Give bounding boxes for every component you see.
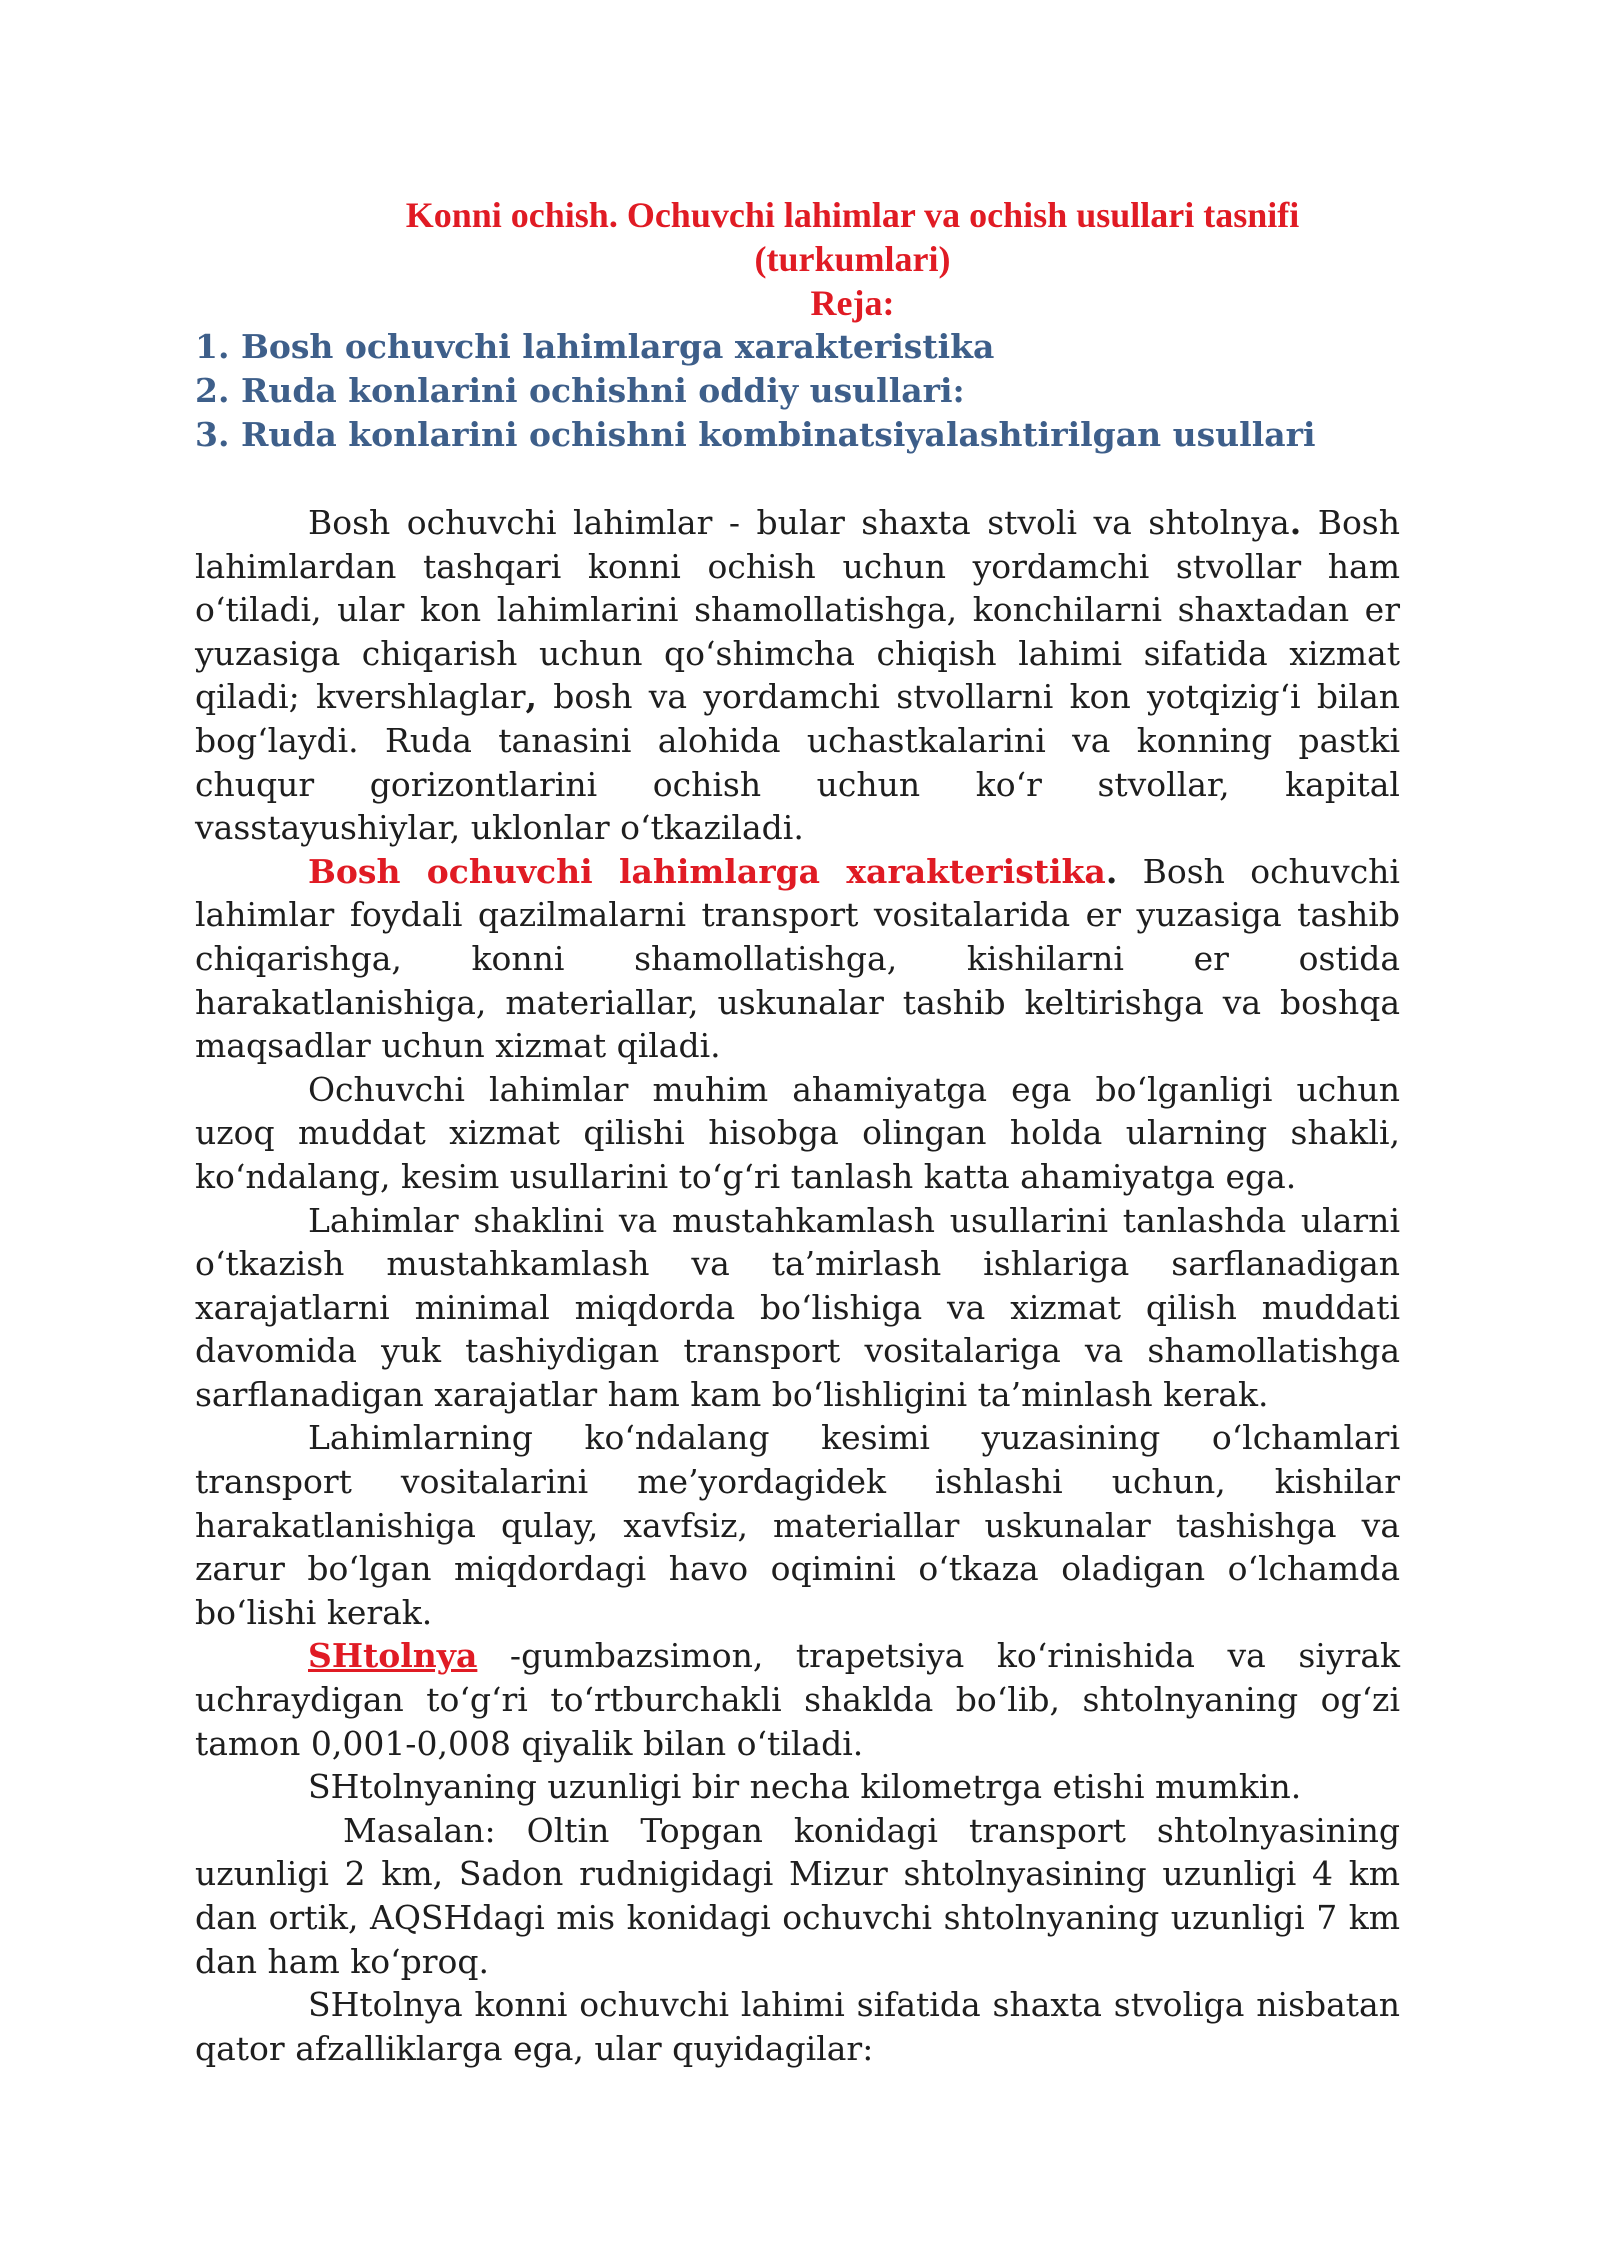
document-content bbox=[195, 193, 1400, 2070]
paragraph-7: SHtolnyaning uzunligi bir necha kilometrga etishi mumkin. bbox=[308, 1767, 1302, 1807]
plan-list bbox=[195, 325, 1400, 457]
paragraph-2-dot: . bbox=[1105, 851, 1118, 891]
paragraph-4: Lahimlar shaklini va mustahkamlash usullarini tanlashda ularni o‘tkazish mustahkamlash va ta’mirlash ishlariga sarflanadigan xarajatlarni minimal miqdorda bo‘lishiga va xizmat qilish muddati davomida yuk tashiydigan transport vositalariga va shamollatishga sarflanadigan xarajatlar ham kam bo‘lishligini ta’minlash kerak. bbox=[195, 1200, 1400, 1414]
title-line-1: Konni ochish. Ochuvchi lahimlar va ochish usullari tasnifi bbox=[405, 195, 1300, 235]
body-text bbox=[195, 501, 1400, 2070]
paragraph-8: Masalan: Oltin Topgan konidagi transport shtolnyasining uzunligi 2 km, Sadon rudnigidagi Mizur shtolnyasining uzunligi 4 km dan ortik, AQSHdagi mis konidagi ochuvchi shtolnyaning uzunligi 7 km dan ham ko‘proq. bbox=[195, 1810, 1400, 1981]
paragraph-1-dot: . bbox=[1289, 503, 1302, 542]
paragraph-5: Lahimlarning ko‘ndalang kesimi yuzasining o‘lchamlari transport vositalarini me’yordagidek ishlashi uchun, kishilar harakatlanishiga qulay, xavfsiz, materiallar uskunalar tashishga va zarur bo‘lgan miqdordagi havo oqimini o‘tkaza oladigan o‘lchamda bo‘lishi kerak. bbox=[195, 1418, 1400, 1632]
paragraph-1-part-a: Bosh ochuvchi lahimlar - bular shaxta stvoli va shtolnya bbox=[308, 503, 1290, 542]
term-shtolnya: SHtolnya bbox=[308, 1636, 478, 1676]
paragraph-1 bbox=[195, 501, 1400, 850]
paragraph-2-text: Bosh ochuvchi lahimlar foydali qazilmalarni transport vositalarida er yuzasiga tashib chiqarishga, konni shamollatishga, kishilarni er ostida harakatlanishiga, materiallar, uskunalar tashib keltirishga va boshqa maqsadlar uchun xizmat qiladi. bbox=[195, 851, 1400, 1066]
paragraph-6 bbox=[195, 1634, 1400, 1765]
plan-item-3: 3. Ruda konlarini ochishni kombinatsiyalashtirilgan usullari bbox=[195, 415, 1316, 454]
paragraph-9: SHtolnya konni ochuvchi lahimi sifatida shaxta stvoliga nisbatan qator afzalliklarga ega, ular quyidagilar: bbox=[195, 1985, 1400, 2068]
plan-item-2: 2. Ruda konlarini ochishni oddiy usullari: bbox=[195, 371, 965, 410]
paragraph-3: Ochuvchi lahimlar muhim ahamiyatga ega bo‘lganligi uchun uzoq muddat xizmat qilishi hisobga olingan holda ularning shakli, ko‘ndalang, kesim usullarini to‘g‘ri tanlash katta ahamiyatga ega. bbox=[195, 1069, 1400, 1196]
paragraph-2 bbox=[195, 850, 1400, 1068]
title-line-2: (turkumlari) bbox=[754, 239, 951, 279]
plan-heading: Reja: bbox=[810, 283, 895, 323]
paragraph-1-part-c: bosh va yordamchi stvollarni kon yotqizig‘i bilan bog‘laydi. Ruda tanasini alohida uchastkalarini va konning pastki chuqur gorizontlarini ochish uchun ko‘r stvollar, kapital vasstayushiylar, uklonlar o‘tkaziladi. bbox=[195, 677, 1400, 848]
document-title bbox=[195, 193, 1400, 281]
paragraph-1-part-b: Bosh lahimlardan tashqari konni ochish uchun yordamchi stvollar ham o‘tiladi, ular kon lahimlarini shamollatishga, konchilarni shaxtadan er yuzasiga chiqarish uchun qo‘shimcha chiqish lahimi sifatida xizmat qiladi; kvershlaglar bbox=[195, 503, 1400, 717]
plan-item-1: 1. Bosh ochuvchi lahimlarga xarakteristika bbox=[195, 327, 995, 366]
section-heading-characteristics: Bosh ochuvchi lahimlarga xarakteristika bbox=[308, 851, 1106, 891]
paragraph-6-text: -gumbazsimon, trapetsiya ko‘rinishida va siyrak uchraydigan to‘g‘ri to‘rtburchakli shaklda bo‘lib, shtolnyaning og‘zi tamon 0,001-0,008 qiyalik bilan o‘tiladi. bbox=[195, 1636, 1400, 1763]
paragraph-1-comma: , bbox=[525, 677, 537, 717]
